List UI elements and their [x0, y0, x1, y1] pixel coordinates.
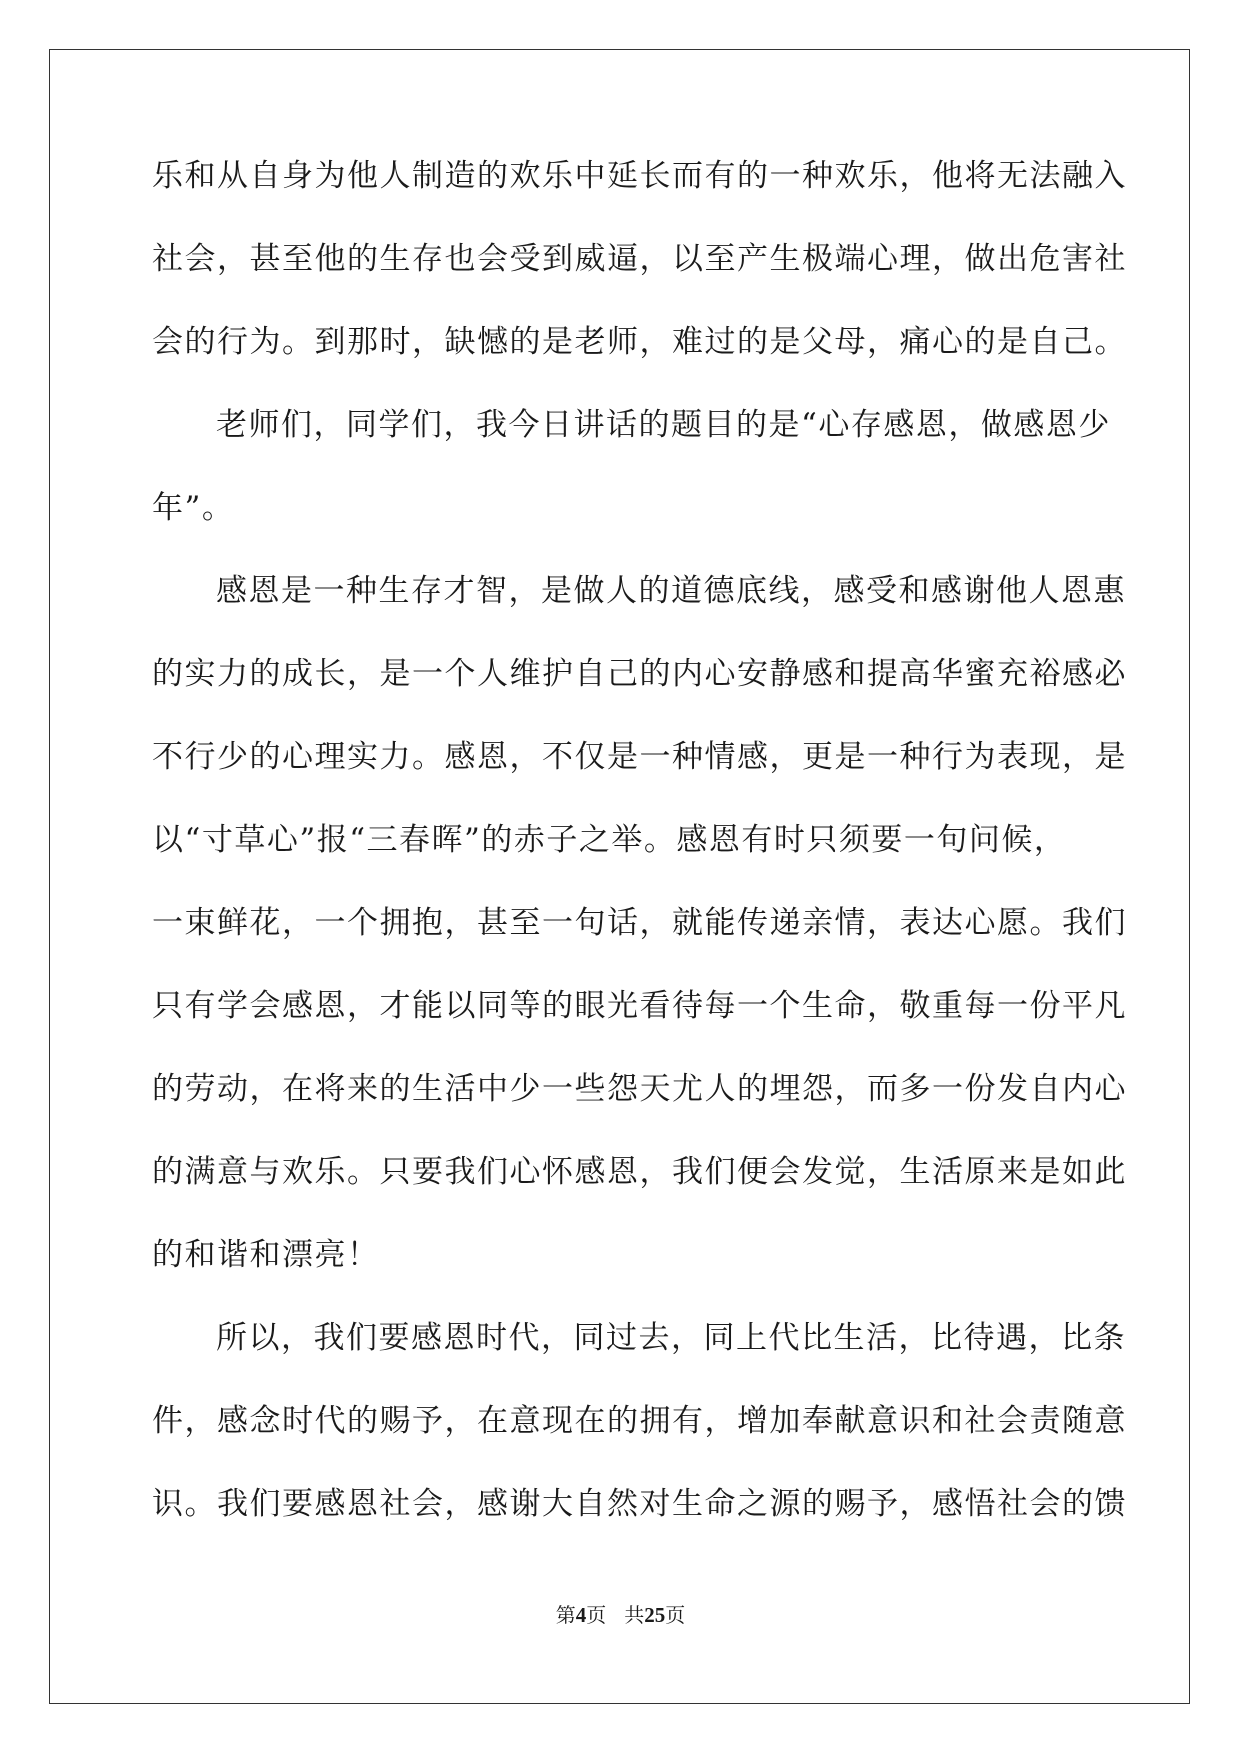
document-body — [152, 158, 1127, 1571]
text-line: 社会，甚至他的生存也会受到威逼，以至产生极端心理，做出危害社 — [152, 241, 1127, 277]
text-line: 的和谐和漂亮！ — [152, 1237, 380, 1273]
text-line: 以“寸草心”报“三春晖”的赤子之举。感恩有时只须要一句问候， — [152, 822, 1067, 858]
text-line: 识。我们要感恩社会，感谢大自然对生命之源的赐予，感悟社会的馈 — [152, 1486, 1127, 1522]
total-pages: 25 — [644, 1603, 666, 1627]
text-line: 年”。 — [152, 490, 235, 526]
paragraph-start-line: 感恩是一种生存才智，是做人的道德底线，感受和感谢他人恩惠 — [216, 573, 1126, 609]
page-prefix: 第 — [555, 1603, 576, 1627]
paragraph-start-line: 老师们，同学们，我今日讲话的题目的是“心存感恩，做感恩少 — [216, 407, 1111, 443]
total-prefix: 共 — [624, 1603, 645, 1627]
text-line: 只有学会感恩，才能以同等的眼光看待每一个生命，敬重每一份平凡 — [152, 988, 1127, 1024]
page-footer — [0, 1599, 1241, 1628]
text-line: 不行少的心理实力。感恩，不仅是一种情感，更是一种行为表现，是 — [152, 739, 1127, 775]
text-line: 乐和从自身为他人制造的欢乐中延长而有的一种欢乐，他将无法融入 — [152, 158, 1127, 194]
page-suffix: 页 — [586, 1603, 607, 1627]
text-line: 一束鲜花，一个拥抱，甚至一句话，就能传递亲情，表达心愿。我们 — [152, 905, 1127, 941]
paragraph-start-line: 所以，我们要感恩时代，同过去，同上代比生活，比待遇，比条 — [216, 1320, 1126, 1356]
page-number: 4 — [575, 1603, 587, 1627]
text-line: 的实力的成长，是一个人维护自己的内心安静感和提高华蜜充裕感必 — [152, 656, 1127, 692]
text-line: 的满意与欢乐。只要我们心怀感恩，我们便会发觉，生活原来是如此 — [152, 1154, 1127, 1190]
text-line: 会的行为。到那时，缺憾的是老师，难过的是父母，痛心的是自己。 — [152, 324, 1127, 360]
total-suffix: 页 — [665, 1603, 686, 1627]
text-line: 件，感念时代的赐予，在意现在的拥有，增加奉献意识和社会责随意 — [152, 1403, 1127, 1439]
text-line: 的劳动，在将来的生活中少一些怨天尤人的埋怨，而多一份发自内心 — [152, 1071, 1127, 1107]
